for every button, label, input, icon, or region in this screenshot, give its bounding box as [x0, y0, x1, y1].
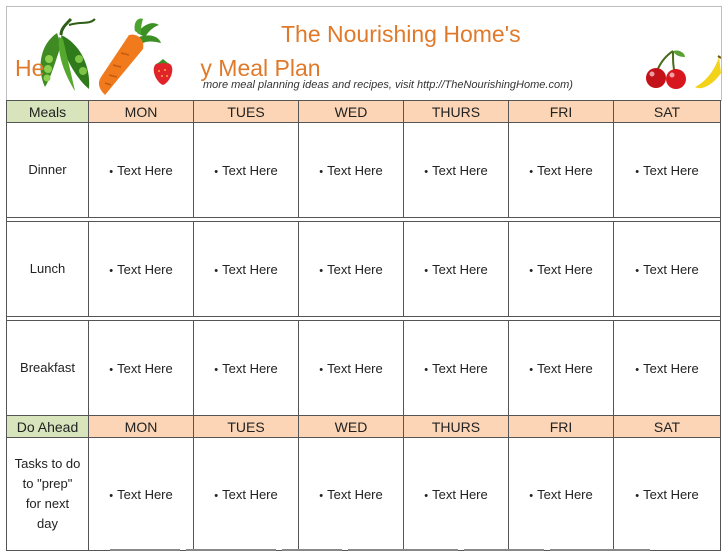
meal-cell[interactable] — [509, 123, 614, 218]
row-label-breakfast: Breakfast — [7, 321, 89, 416]
bullet: • — [109, 363, 114, 376]
meal-cell[interactable] — [299, 123, 404, 218]
meal-cell[interactable] — [299, 321, 404, 416]
cherries-icon — [643, 47, 689, 91]
cell-text: Text Here — [222, 486, 278, 502]
row-label-line: Tasks to do — [14, 456, 81, 471]
bullet: • — [214, 264, 219, 277]
cell-text: Text Here — [117, 261, 173, 277]
cell-text: Text Here — [537, 261, 593, 277]
cell-text: Text Here — [432, 360, 488, 376]
task-cell[interactable] — [89, 438, 194, 551]
day-header-mon: MON — [89, 101, 194, 123]
cell-text: Text Here — [432, 162, 488, 178]
day-header-fri: FRI — [509, 416, 614, 438]
cell-text: Text Here — [222, 261, 278, 277]
bullet: • — [214, 489, 219, 502]
bullet: • — [529, 165, 534, 178]
cell-text: Text Here — [432, 486, 488, 502]
bullet: • — [319, 264, 324, 277]
day-header-mon: MON — [89, 416, 194, 438]
cell-text: Text Here — [432, 261, 488, 277]
meal-cell[interactable] — [194, 123, 299, 218]
do-ahead-corner-label: Do Ahead — [7, 416, 89, 438]
bullet: • — [319, 165, 324, 178]
task-cell[interactable] — [194, 438, 299, 551]
bullet: • — [529, 264, 534, 277]
footer-fine-print — [110, 549, 670, 553]
bullet: • — [635, 264, 640, 277]
meal-plan-table — [6, 100, 721, 551]
task-cell[interactable] — [404, 438, 509, 551]
meal-cell[interactable] — [89, 123, 194, 218]
bullet: • — [424, 363, 429, 376]
row-label-line: to "prep" — [22, 476, 73, 491]
bullet: • — [529, 489, 534, 502]
bullet: • — [529, 363, 534, 376]
bullet: • — [424, 165, 429, 178]
cell-text: Text Here — [327, 162, 383, 178]
meal-cell[interactable] — [614, 321, 721, 416]
cell-text: Text Here — [222, 360, 278, 376]
bullet: • — [214, 363, 219, 376]
cell-text: Text Here — [117, 162, 173, 178]
cell-text: Text Here — [117, 486, 173, 502]
title-line-1: The Nourishing Home's — [281, 21, 521, 47]
cell-text: Text Here — [537, 486, 593, 502]
header — [6, 6, 722, 101]
cell-text: Text Here — [537, 360, 593, 376]
cell-text: Text Here — [643, 261, 699, 277]
cell-text: Text Here — [117, 360, 173, 376]
meal-cell[interactable] — [404, 222, 509, 317]
banana-icon — [691, 55, 721, 93]
row-label-line: day — [37, 516, 58, 531]
bullet: • — [109, 489, 114, 502]
row-label-line: for next — [25, 496, 70, 511]
lunch-row — [7, 222, 721, 317]
bullet: • — [635, 489, 640, 502]
cell-text: Text Here — [327, 261, 383, 277]
day-header-sat: SAT — [614, 416, 721, 438]
breakfast-row — [7, 321, 721, 416]
meals-header-row — [7, 101, 721, 123]
dinner-row — [7, 123, 721, 218]
meal-cell[interactable] — [614, 123, 721, 218]
row-label-tasks — [7, 438, 89, 551]
bullet: • — [214, 165, 219, 178]
task-cell[interactable] — [299, 438, 404, 551]
day-header-fri: FRI — [509, 101, 614, 123]
meal-cell[interactable] — [89, 321, 194, 416]
bullet: • — [635, 363, 640, 376]
meal-cell[interactable] — [299, 222, 404, 317]
meals-corner-label: Meals — [7, 101, 89, 123]
row-label-dinner: Dinner — [7, 123, 89, 218]
task-cell[interactable] — [614, 438, 721, 551]
tasks-row — [7, 438, 721, 551]
cell-text: Text Here — [643, 162, 699, 178]
subtitle: more meal planning ideas and recipes, visit http://TheNourishingHome.com) — [203, 79, 573, 91]
bullet: • — [424, 489, 429, 502]
day-header-tues: TUES — [194, 416, 299, 438]
cell-text: Text Here — [643, 486, 699, 502]
meal-cell[interactable] — [89, 222, 194, 317]
task-cell[interactable] — [509, 438, 614, 551]
meal-cell[interactable] — [194, 222, 299, 317]
title-line-2 — [15, 55, 321, 82]
day-header-wed: WED — [299, 416, 404, 438]
meal-cell[interactable] — [404, 321, 509, 416]
day-header-thurs: THURS — [404, 101, 509, 123]
bullet: • — [109, 264, 114, 277]
do-ahead-header-row — [7, 416, 721, 438]
day-header-sat: SAT — [614, 101, 721, 123]
cell-text: Text Here — [537, 162, 593, 178]
meal-cell[interactable] — [404, 123, 509, 218]
cell-text: Text Here — [643, 360, 699, 376]
bullet: • — [635, 165, 640, 178]
day-header-thurs: THURS — [404, 416, 509, 438]
day-header-wed: WED — [299, 101, 404, 123]
cell-text: Text Here — [327, 486, 383, 502]
bullet: • — [424, 264, 429, 277]
title-line-2-end: y Meal Plan — [200, 55, 321, 81]
row-label-lunch: Lunch — [7, 222, 89, 317]
cell-text: Text Here — [222, 162, 278, 178]
day-header-tues: TUES — [194, 101, 299, 123]
meal-cell[interactable] — [509, 321, 614, 416]
meal-cell[interactable] — [614, 222, 721, 317]
bullet: • — [319, 489, 324, 502]
bullet: • — [109, 165, 114, 178]
cell-text: Text Here — [327, 360, 383, 376]
meal-cell[interactable] — [194, 321, 299, 416]
title-line-2-start: He — [15, 55, 45, 81]
meal-cell[interactable] — [509, 222, 614, 317]
bullet: • — [319, 363, 324, 376]
